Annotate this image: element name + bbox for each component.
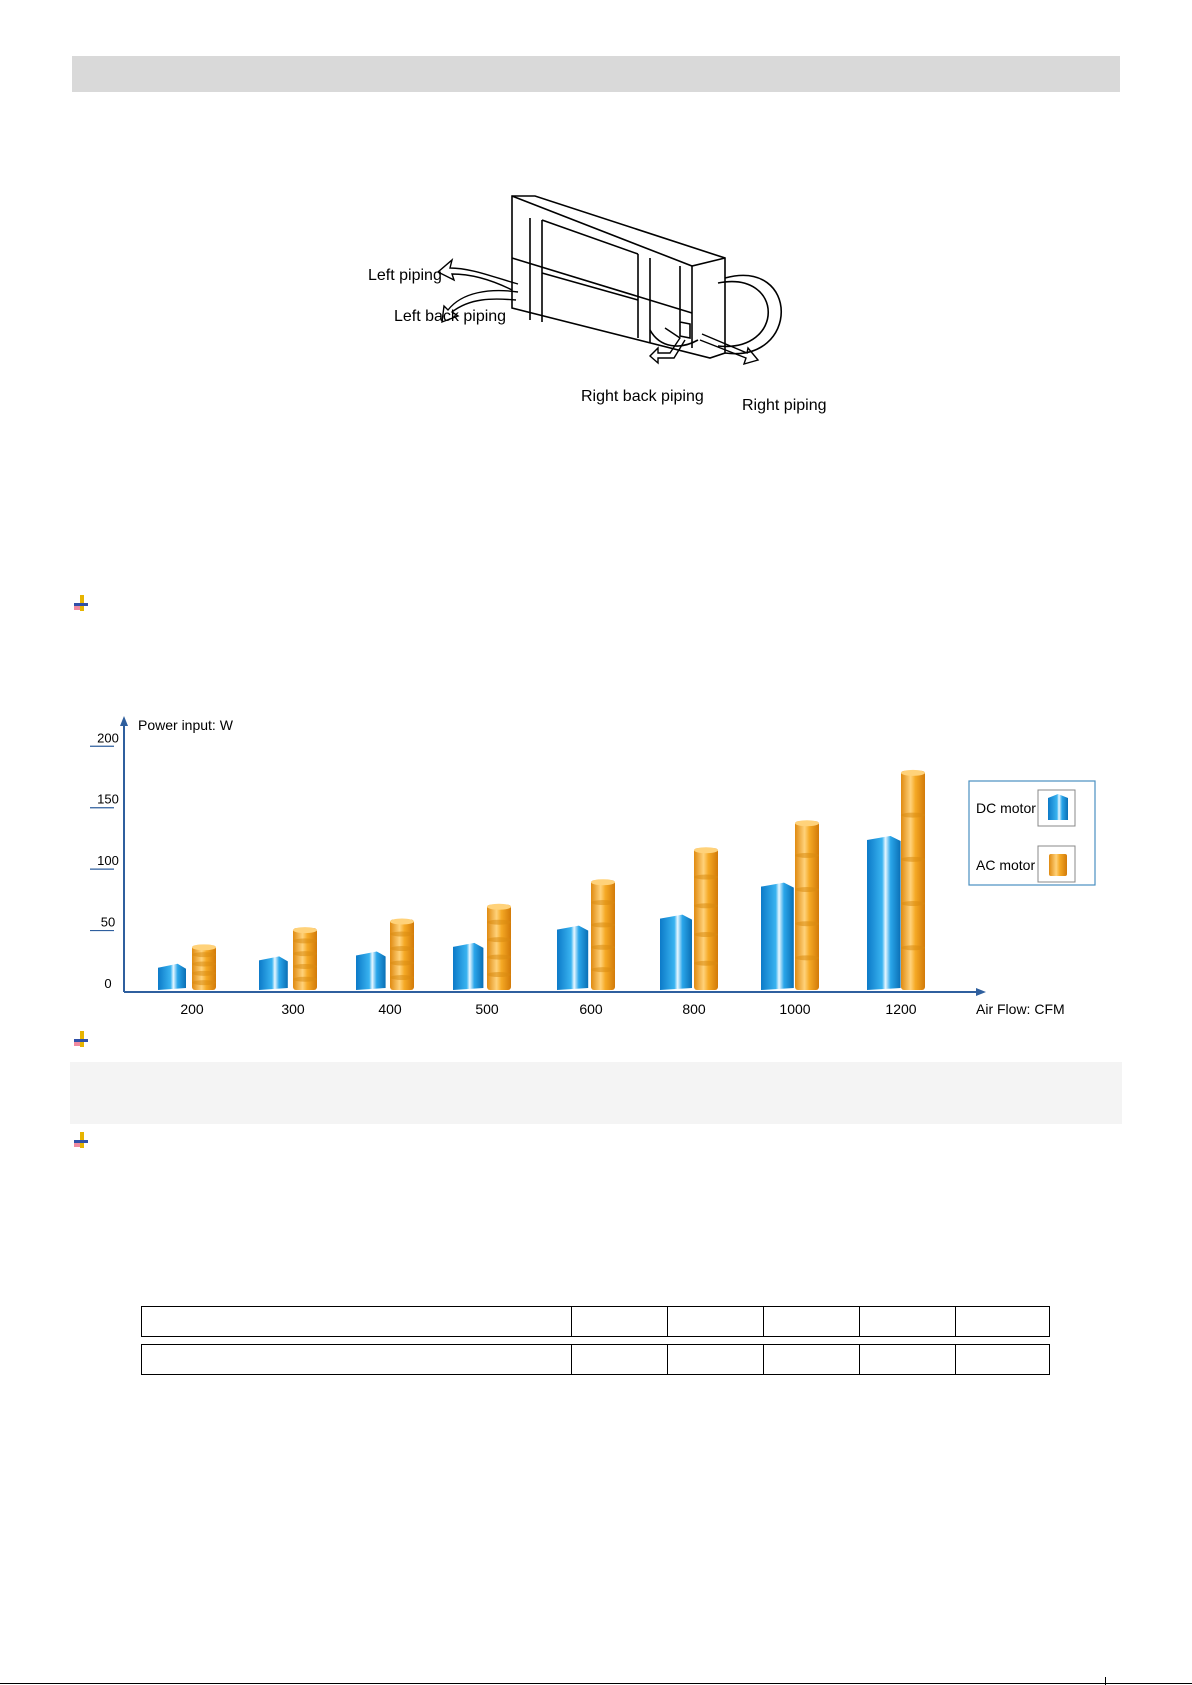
table-cell: [571, 1345, 667, 1374]
bar-ac-motor: [901, 771, 925, 990]
table-cell: [142, 1307, 571, 1336]
bar-ac-cap: [795, 820, 819, 826]
section-header-bar: [72, 56, 1120, 92]
bar-ac-ring: [487, 937, 511, 942]
legend-dc-icon: [1048, 794, 1068, 820]
bullet-icon: [72, 1030, 90, 1048]
bar-dc-motor: [660, 915, 692, 990]
x-tick-label: 500: [475, 1001, 499, 1017]
table-cell: [763, 1307, 859, 1336]
bar-dc-motor: [356, 951, 386, 990]
x-tick-label: 300: [281, 1001, 305, 1017]
bar-dc-motor: [158, 964, 186, 990]
y-axis-label: Power input: W: [138, 717, 233, 733]
bar-ac-motor: [487, 905, 511, 990]
label-right-back-piping: Right back piping: [581, 388, 704, 405]
chart-axes: [120, 716, 986, 996]
bar-ac-ring: [901, 813, 925, 818]
bar-ac-cap: [293, 927, 317, 933]
bar-ac-ring: [390, 932, 414, 937]
x-axis-arrow: [976, 988, 986, 996]
y-tick-label: 50: [100, 914, 116, 930]
bar-ac-ring: [192, 952, 216, 957]
label-left-back-piping: Left back piping: [394, 308, 507, 325]
bar-ac-ring: [487, 955, 511, 960]
bar-ac-ring: [694, 903, 718, 908]
bar-dc-motor: [259, 956, 288, 990]
x-tick-label: 600: [579, 1001, 603, 1017]
table-cell: [955, 1345, 1049, 1374]
table-cell: [667, 1345, 763, 1374]
bar-ac-ring: [390, 961, 414, 966]
label-right-piping: Right piping: [742, 397, 827, 414]
table-cell: [859, 1345, 955, 1374]
bar-dc-motor: [867, 836, 901, 990]
bar-ac-ring: [293, 964, 317, 969]
bar-ac-ring: [795, 887, 819, 892]
bar-ac-motor: [591, 880, 615, 990]
bar-ac-cap: [487, 904, 511, 910]
bar-dc-motor: [557, 926, 588, 990]
bar-ac-ring: [293, 977, 317, 982]
x-tick-label: 1000: [779, 1001, 811, 1017]
left-piping-arrow: [438, 260, 518, 290]
bar-ac-ring: [795, 853, 819, 858]
footer-tick: [1105, 1677, 1106, 1685]
bar-ac-ring: [591, 922, 615, 927]
bar-ac-ring: [591, 967, 615, 972]
legend-label-dc: DC motor: [976, 800, 1036, 816]
bar-ac-ring: [390, 975, 414, 980]
table-cell: [955, 1307, 1049, 1336]
bar-ac-ring: [192, 980, 216, 985]
bar-ac-ring: [901, 945, 925, 950]
bar-ac-ring: [694, 875, 718, 880]
x-tick-label: 800: [682, 1001, 706, 1017]
y-tick-label: 0: [104, 976, 112, 991]
table-cell: [763, 1345, 859, 1374]
bar-ac-ring: [694, 961, 718, 966]
bar-ac-ring: [293, 951, 317, 956]
bar-ac-ring: [591, 945, 615, 950]
table-cell: [859, 1307, 955, 1336]
x-tick-label: 200: [180, 1001, 204, 1017]
bar-ac-motor: [694, 848, 718, 990]
table-cell: [667, 1307, 763, 1336]
bar-ac-ring: [293, 938, 317, 943]
y-tick-label: 200: [97, 730, 119, 746]
bar-ac-ring: [390, 946, 414, 951]
legend-ac-icon: [1049, 854, 1067, 876]
bar-ac-cap: [192, 944, 216, 950]
y-tick-label: 150: [97, 791, 119, 807]
footer-rule: [0, 1683, 1192, 1684]
bar-ac-cap: [591, 879, 615, 885]
bar-dc-motor: [453, 943, 483, 990]
table-cell: [142, 1345, 571, 1374]
bullet-icon: [72, 1131, 90, 1149]
bar-ac-motor: [795, 821, 819, 990]
bar-ac-ring: [591, 900, 615, 905]
x-tick-label: 400: [378, 1001, 402, 1017]
legend-label-ac: AC motor: [976, 857, 1036, 873]
y-axis-arrow: [120, 716, 128, 726]
x-tick-label: 1200: [885, 1001, 917, 1017]
bar-ac-ring: [795, 955, 819, 960]
bar-ac-ring: [487, 920, 511, 925]
y-tick-label: 100: [97, 853, 119, 869]
bar-ac-cap: [694, 847, 718, 853]
right-piping-arrow: [700, 334, 758, 364]
bar-ac-ring: [901, 857, 925, 862]
x-axis-label: Air Flow: CFM: [976, 1001, 1065, 1017]
chart-legend: [969, 781, 1095, 885]
bar-dc-motor: [761, 883, 794, 990]
bar-ac-ring: [795, 921, 819, 926]
bar-ac-ring: [192, 971, 216, 976]
bar-ac-ring: [487, 972, 511, 977]
piping-diagram: [368, 188, 850, 423]
power-chart: [80, 712, 1100, 1022]
bullet-icon: [72, 594, 90, 612]
table-row: [141, 1306, 1050, 1337]
bar-ac-cap: [390, 919, 414, 925]
bar-ac-ring: [901, 901, 925, 906]
note-band: [70, 1062, 1122, 1124]
table-cell: [571, 1307, 667, 1336]
bar-ac-cap: [901, 770, 925, 776]
label-left-piping: Left piping: [368, 267, 442, 284]
bar-ac-ring: [192, 961, 216, 966]
table-row: [141, 1344, 1050, 1375]
bar-ac-ring: [694, 932, 718, 937]
